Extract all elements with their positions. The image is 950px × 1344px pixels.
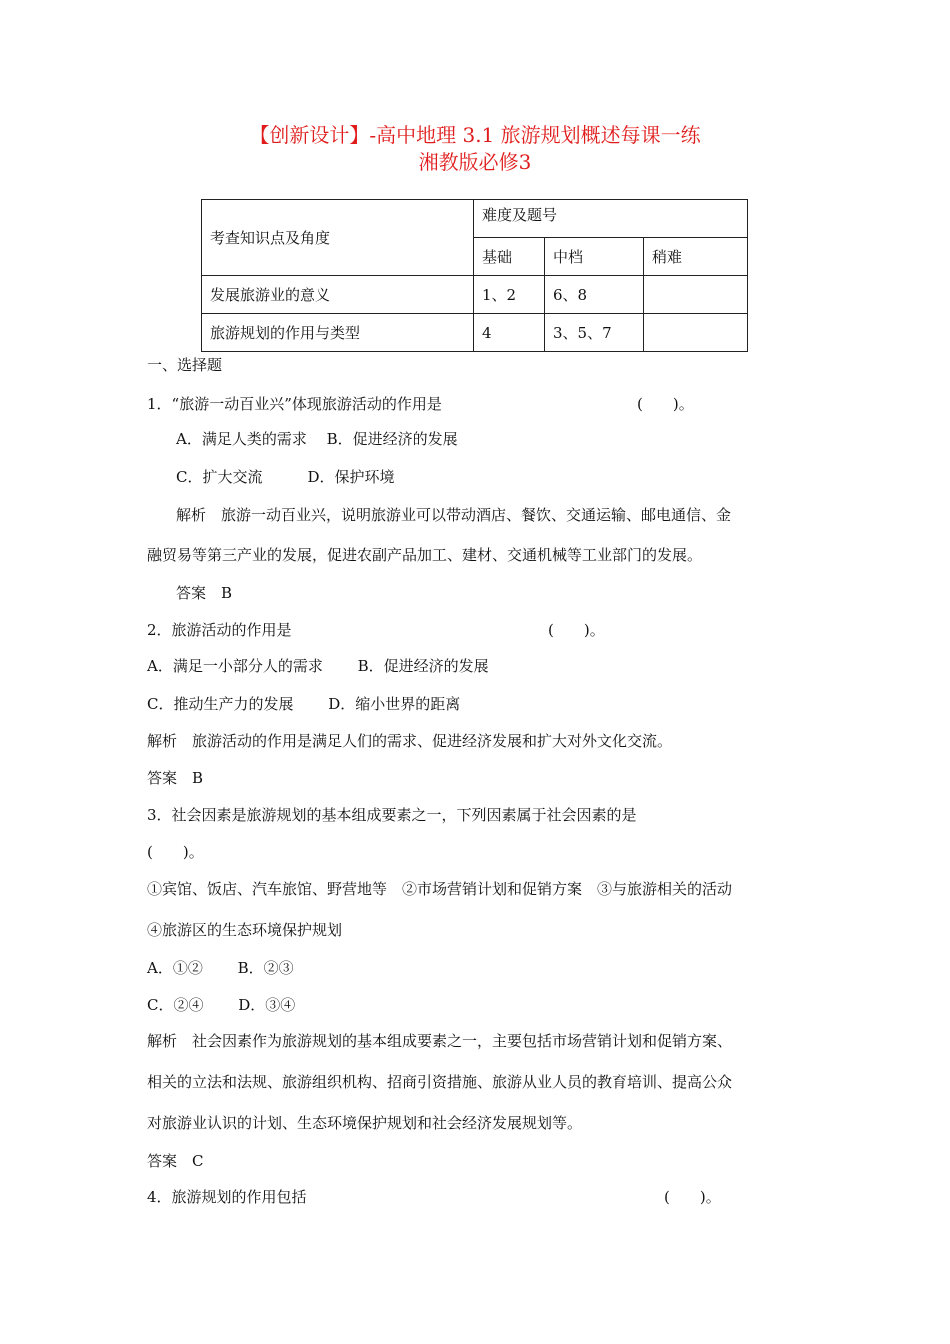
- table-cell-hard: [644, 314, 748, 352]
- q2-answer-blank: ( )。: [548, 621, 605, 639]
- table-level-hard: 稍难: [644, 238, 748, 276]
- q3-items-line2: ④旅游区的生态环境保护规划: [147, 921, 343, 939]
- q2-analysis: 解析 旅游活动的作用是满足人们的需求、促进经济发展和扩大对外文化交流。: [147, 732, 673, 750]
- q3-options-ab: A．①② B．②③: [147, 959, 294, 977]
- table-cell-basic: 4: [474, 314, 545, 352]
- q3-options-cd: C．②④ D．③④: [147, 996, 296, 1014]
- table-level-medium: 中档: [545, 238, 644, 276]
- table-cell-topic: 旅游规划的作用与类型: [202, 314, 474, 352]
- q2-options-cd: C．推动生产力的发展 D．缩小世界的距离: [147, 695, 461, 713]
- q1-answer-blank: ( )。: [637, 395, 694, 413]
- table-cell-basic: 1、2: [474, 276, 545, 314]
- q1-options-cd: C．扩大交流 D．保护环境: [176, 468, 395, 486]
- q3-analysis-line1: 解析 社会因素作为旅游规划的基本组成要素之一，主要包括市场营销计划和促销方案、: [147, 1032, 733, 1050]
- table-header-difficulty: 难度及题号: [474, 200, 748, 238]
- document-title-line1: 【创新设计】-高中地理 3.1 旅游规划概述每课一练: [249, 123, 701, 147]
- table-cell-hard: [644, 276, 748, 314]
- q1-stem: 1．“旅游一动百业兴”体现旅游活动的作用是: [147, 395, 442, 413]
- table-header-topic: 考查知识点及角度: [202, 200, 474, 276]
- section-heading: 一、选择题: [147, 356, 223, 374]
- q1-answer: 答案 B: [176, 584, 233, 602]
- q1-analysis-line1: 解析 旅游一动百业兴，说明旅游业可以带动酒店、餐饮、交通运输、邮电通信、金: [176, 506, 732, 524]
- q3-analysis-line3: 对旅游业认识的计划、生态环境保护规划和社会经济发展规划等。: [147, 1114, 583, 1132]
- table-row: [202, 314, 748, 352]
- q4-stem: 4．旅游规划的作用包括: [147, 1188, 307, 1206]
- q2-stem: 2．旅游活动的作用是: [147, 621, 292, 639]
- q2-options-ab: A．满足一小部分人的需求 B．促进经济的发展: [147, 657, 489, 675]
- q2-answer: 答案 B: [147, 769, 204, 787]
- q4-answer-blank: ( )。: [664, 1188, 721, 1206]
- q3-stem: 3．社会因素是旅游规划的基本组成要素之一，下列因素属于社会因素的是: [147, 806, 637, 824]
- table-cell-medium: 3、5、7: [545, 314, 644, 352]
- q1-analysis-line2: 融贸易等第三产业的发展，促进农副产品加工、建材、交通机械等工业部门的发展。: [147, 546, 703, 564]
- q3-answer: 答案 C: [147, 1152, 204, 1170]
- q1-options-ab: A．满足人类的需求 B．促进经济的发展: [176, 430, 458, 448]
- q3-items-line1: ①宾馆、饭店、汽车旅馆、野营地等 ②市场营销计划和促销方案 ③与旅游相关的活动: [147, 880, 733, 898]
- document-title-line2: 湘教版必修3: [418, 150, 532, 174]
- knowledge-table: [201, 199, 748, 352]
- table-cell-topic: 发展旅游业的意义: [202, 276, 474, 314]
- table-row: [202, 276, 748, 314]
- table-cell-medium: 6、8: [545, 276, 644, 314]
- q3-answer-blank: ( )。: [147, 843, 204, 861]
- q3-analysis-line2: 相关的立法和法规、旅游组织机构、招商引资措施、旅游从业人员的教育培训、提高公众: [147, 1073, 733, 1091]
- table-level-basic: 基础: [474, 238, 545, 276]
